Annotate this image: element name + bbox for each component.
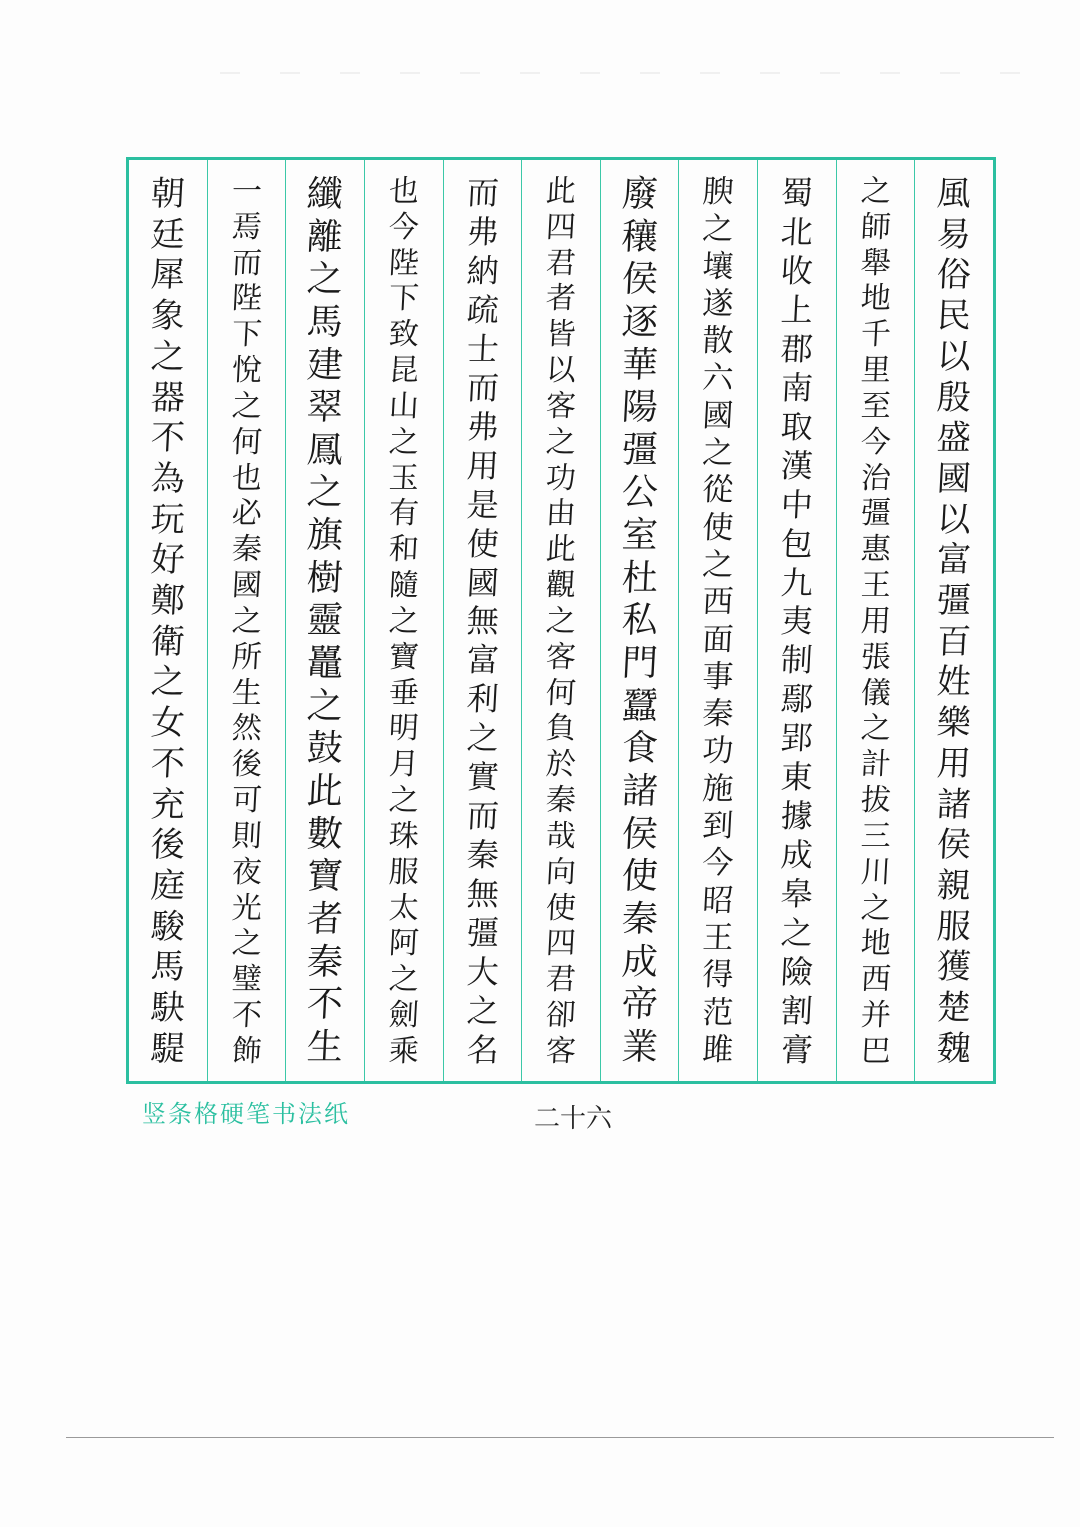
handwritten-character: 也 bbox=[230, 460, 263, 496]
handwritten-character: 之 bbox=[387, 783, 420, 819]
handwritten-character: 之 bbox=[305, 259, 345, 301]
handwritten-character: 好 bbox=[149, 540, 186, 581]
handwritten-character: 功 bbox=[701, 733, 735, 770]
text-column bbox=[914, 160, 993, 1081]
page-number: 二十六 bbox=[534, 1104, 613, 1134]
handwritten-character: 地 bbox=[859, 281, 892, 317]
handwritten-character: 蠶 bbox=[620, 685, 659, 727]
handwritten-character: 功 bbox=[545, 460, 577, 496]
handwritten-character: 夷 bbox=[779, 602, 814, 641]
handwritten-character: 膏 bbox=[779, 1030, 814, 1069]
handwritten-character: 之 bbox=[149, 662, 186, 703]
handwritten-character: 私 bbox=[620, 600, 659, 642]
handwritten-character: 王 bbox=[859, 568, 892, 604]
handwritten-character: 可 bbox=[230, 783, 263, 819]
handwritten-character: 張 bbox=[859, 639, 892, 675]
handwritten-character: 負 bbox=[545, 711, 577, 747]
handwritten-character: 秦 bbox=[620, 898, 659, 940]
handwritten-character: 漢 bbox=[779, 446, 814, 485]
handwritten-character: 千 bbox=[859, 317, 892, 353]
handwritten-character: 使 bbox=[701, 509, 735, 546]
handwritten-character: 月 bbox=[387, 747, 420, 783]
handwritten-character: 何 bbox=[545, 675, 577, 711]
handwritten-character: 之 bbox=[701, 546, 735, 583]
handwritten-character: 明 bbox=[387, 711, 420, 747]
handwritten-character: 之 bbox=[230, 926, 263, 962]
handwritten-character: 魏 bbox=[936, 1028, 973, 1069]
handwritten-character: 事 bbox=[701, 658, 735, 695]
handwritten-character: 客 bbox=[545, 639, 577, 675]
text-column bbox=[678, 160, 757, 1081]
handwritten-character: 弗 bbox=[465, 407, 500, 446]
handwritten-character: 數 bbox=[305, 813, 345, 855]
handwritten-character: 之 bbox=[230, 603, 263, 639]
handwritten-character: 門 bbox=[620, 643, 659, 685]
handwritten-character: 殷 bbox=[936, 377, 973, 418]
handwritten-character: 象 bbox=[149, 296, 186, 337]
handwritten-character: 得 bbox=[701, 957, 735, 994]
handwritten-character: 儀 bbox=[859, 675, 892, 711]
handwritten-character: 充 bbox=[149, 784, 186, 825]
handwritten-character: 惠 bbox=[859, 532, 892, 568]
handwritten-character: 以 bbox=[936, 499, 973, 540]
handwritten-character: 地 bbox=[859, 926, 892, 962]
handwritten-character: 彊 bbox=[859, 496, 892, 532]
handwritten-character: 致 bbox=[387, 317, 420, 353]
handwritten-character: 鼓 bbox=[305, 728, 345, 770]
handwritten-character: 包 bbox=[779, 524, 814, 563]
handwritten-character: 不 bbox=[149, 743, 186, 784]
handwritten-character: 六 bbox=[701, 360, 735, 397]
text-column bbox=[836, 160, 915, 1081]
handwritten-character: 然 bbox=[230, 711, 263, 747]
handwritten-character: 國 bbox=[701, 397, 735, 434]
handwritten-character: 必 bbox=[230, 496, 263, 532]
handwritten-character: 者 bbox=[305, 898, 345, 940]
handwritten-character: 使 bbox=[545, 890, 577, 926]
handwritten-character: 民 bbox=[936, 296, 973, 337]
handwritten-character: 之 bbox=[859, 890, 892, 926]
handwritten-character: 則 bbox=[230, 818, 263, 854]
handwritten-character: 之 bbox=[305, 685, 345, 727]
handwritten-character: 百 bbox=[936, 621, 973, 662]
handwritten-character: 無 bbox=[465, 875, 500, 914]
handwritten-character: 成 bbox=[779, 836, 814, 875]
handwritten-character: 舉 bbox=[859, 245, 892, 281]
handwritten-character: 華 bbox=[620, 344, 659, 386]
handwritten-character: 弗 bbox=[465, 212, 500, 251]
handwritten-character: 而 bbox=[230, 245, 263, 281]
text-column bbox=[443, 160, 522, 1081]
bottom-rule bbox=[66, 1437, 1054, 1438]
handwritten-character: 用 bbox=[936, 743, 973, 784]
handwritten-character: 駿 bbox=[149, 906, 186, 947]
handwritten-character: 此 bbox=[545, 532, 577, 568]
handwritten-character: 皆 bbox=[545, 317, 577, 353]
handwritten-character: 彊 bbox=[465, 914, 500, 953]
handwritten-character: 西 bbox=[859, 962, 892, 998]
handwritten-character: 服 bbox=[387, 854, 420, 890]
handwritten-character: 疏 bbox=[465, 290, 500, 329]
handwritten-character: 風 bbox=[936, 174, 973, 214]
handwritten-character: 取 bbox=[779, 407, 814, 446]
handwritten-character: 向 bbox=[545, 854, 577, 890]
handwritten-character: 光 bbox=[230, 890, 263, 926]
handwritten-character: 璧 bbox=[230, 962, 263, 998]
text-column bbox=[521, 160, 600, 1081]
handwritten-character: 逐 bbox=[620, 301, 659, 343]
handwritten-character: 之 bbox=[230, 388, 263, 424]
handwritten-character: 陛 bbox=[230, 281, 263, 317]
handwritten-character: 犀 bbox=[149, 255, 186, 296]
handwritten-character: 馬 bbox=[149, 947, 186, 988]
handwritten-character: 今 bbox=[859, 424, 892, 460]
handwritten-character: 秦 bbox=[701, 696, 735, 733]
handwritten-character: 後 bbox=[149, 825, 186, 866]
handwritten-character: 客 bbox=[545, 388, 577, 424]
handwritten-character: 施 bbox=[701, 770, 735, 807]
text-column bbox=[364, 160, 443, 1081]
handwritten-character: 客 bbox=[545, 1033, 577, 1069]
handwritten-character: 國 bbox=[465, 563, 500, 602]
handwritten-character: 三 bbox=[859, 818, 892, 854]
handwritten-character: 阿 bbox=[387, 926, 420, 962]
handwritten-character: 寶 bbox=[305, 856, 345, 898]
handwritten-character: 玉 bbox=[387, 460, 420, 496]
handwritten-character: 珠 bbox=[387, 818, 420, 854]
handwritten-character: 此 bbox=[545, 174, 577, 209]
handwritten-character: 帝 bbox=[620, 984, 659, 1026]
handwritten-character: 至 bbox=[859, 388, 892, 424]
handwritten-character: 四 bbox=[545, 209, 577, 245]
handwritten-character: 廷 bbox=[149, 214, 186, 255]
handwritten-character: 到 bbox=[701, 808, 735, 845]
handwritten-character: 南 bbox=[779, 368, 814, 407]
handwritten-character: 之 bbox=[387, 424, 420, 460]
handwritten-character: 焉 bbox=[230, 209, 263, 245]
handwritten-character: 范 bbox=[701, 994, 735, 1031]
handwritten-character: 之 bbox=[545, 424, 577, 460]
handwritten-character: 悅 bbox=[230, 353, 263, 389]
handwritten-character: 鄭 bbox=[149, 581, 186, 622]
handwritten-character: 之 bbox=[387, 962, 420, 998]
text-column bbox=[757, 160, 836, 1081]
handwritten-character: 制 bbox=[779, 641, 814, 680]
handwritten-character: 壤 bbox=[701, 248, 735, 285]
handwritten-character: 靈 bbox=[305, 600, 345, 642]
handwritten-character: 士 bbox=[465, 329, 500, 368]
handwritten-character: 劍 bbox=[387, 998, 420, 1034]
handwritten-character: 俗 bbox=[936, 255, 973, 296]
handwritten-character: 而 bbox=[465, 797, 500, 836]
handwritten-character: 而 bbox=[465, 174, 500, 212]
handwritten-character: 朝 bbox=[149, 174, 186, 214]
handwritten-character: 公 bbox=[620, 472, 659, 514]
vertical-grid-frame bbox=[126, 157, 996, 1084]
handwritten-character: 遂 bbox=[701, 285, 735, 322]
handwritten-character: 今 bbox=[701, 845, 735, 882]
handwritten-character: 國 bbox=[936, 458, 973, 499]
handwritten-character: 夜 bbox=[230, 854, 263, 890]
handwritten-character: 拔 bbox=[859, 783, 892, 819]
handwritten-character: 之 bbox=[545, 603, 577, 639]
handwritten-character: 姓 bbox=[936, 662, 973, 703]
handwritten-character: 杜 bbox=[620, 557, 659, 599]
handwritten-character: 一 bbox=[230, 174, 263, 209]
handwritten-character: 北 bbox=[779, 212, 814, 251]
handwritten-character: 侯 bbox=[936, 825, 973, 866]
handwritten-character: 富 bbox=[465, 641, 500, 680]
handwritten-character: 衛 bbox=[149, 621, 186, 662]
handwritten-character: 庭 bbox=[149, 865, 186, 906]
handwritten-character: 陛 bbox=[387, 245, 420, 281]
handwritten-character: 西 bbox=[701, 584, 735, 621]
handwritten-character: 彊 bbox=[936, 581, 973, 622]
handwritten-character: 割 bbox=[779, 992, 814, 1031]
handwritten-character: 之 bbox=[701, 435, 735, 472]
handwritten-character: 之 bbox=[465, 992, 500, 1031]
handwritten-character: 東 bbox=[779, 758, 814, 797]
handwritten-character: 後 bbox=[230, 747, 263, 783]
handwritten-character: 九 bbox=[779, 563, 814, 602]
handwritten-character: 鼉 bbox=[305, 643, 345, 685]
handwritten-character: 蜀 bbox=[779, 174, 814, 212]
handwritten-character: 險 bbox=[779, 953, 814, 992]
handwritten-character: 面 bbox=[701, 621, 735, 658]
handwritten-character: 所 bbox=[230, 639, 263, 675]
handwritten-character: 名 bbox=[465, 1030, 500, 1069]
handwritten-character: 於 bbox=[545, 747, 577, 783]
handwritten-character: 翠 bbox=[305, 387, 345, 429]
handwritten-character: 以 bbox=[936, 336, 973, 377]
handwritten-character: 利 bbox=[465, 680, 500, 719]
text-column bbox=[285, 160, 364, 1081]
handwritten-character: 用 bbox=[859, 603, 892, 639]
handwritten-character: 納 bbox=[465, 251, 500, 290]
handwritten-character: 騠 bbox=[149, 1028, 186, 1069]
handwritten-character: 散 bbox=[701, 323, 735, 360]
handwritten-character: 昭 bbox=[701, 882, 735, 919]
handwritten-character: 侯 bbox=[620, 259, 659, 301]
handwritten-character: 收 bbox=[779, 251, 814, 290]
handwritten-character: 之 bbox=[779, 914, 814, 953]
handwritten-character: 室 bbox=[620, 515, 659, 557]
handwritten-character: 和 bbox=[387, 532, 420, 568]
handwritten-character: 不 bbox=[149, 418, 186, 459]
handwritten-character: 食 bbox=[620, 728, 659, 770]
handwritten-character: 四 bbox=[545, 926, 577, 962]
handwritten-character: 君 bbox=[545, 245, 577, 281]
handwritten-character: 垂 bbox=[387, 675, 420, 711]
handwritten-character: 從 bbox=[701, 472, 735, 509]
handwritten-character: 侯 bbox=[620, 813, 659, 855]
handwritten-character: 生 bbox=[305, 1026, 345, 1068]
paper-type-label: 竖条格硬笔书法纸 bbox=[142, 1100, 350, 1128]
handwritten-character: 纖 bbox=[305, 174, 345, 215]
handwritten-character: 下 bbox=[230, 317, 263, 353]
handwritten-character: 之 bbox=[859, 174, 892, 209]
handwritten-character: 諸 bbox=[620, 770, 659, 812]
handwritten-character: 易 bbox=[936, 214, 973, 255]
handwritten-character: 服 bbox=[936, 906, 973, 947]
handwritten-character: 郢 bbox=[779, 719, 814, 758]
handwritten-character: 腴 bbox=[701, 174, 735, 210]
text-column bbox=[207, 160, 286, 1081]
handwritten-character: 隨 bbox=[387, 568, 420, 604]
handwritten-character: 用 bbox=[465, 446, 500, 485]
handwritten-character: 巴 bbox=[859, 1033, 892, 1069]
handwritten-character: 由 bbox=[545, 496, 577, 532]
handwritten-character: 穰 bbox=[620, 216, 659, 258]
handwritten-character: 離 bbox=[305, 216, 345, 258]
handwritten-character: 國 bbox=[230, 568, 263, 604]
handwritten-character: 大 bbox=[465, 953, 500, 992]
handwritten-character: 旗 bbox=[305, 515, 345, 557]
handwritten-character: 彊 bbox=[620, 429, 659, 471]
handwritten-character: 中 bbox=[779, 485, 814, 524]
handwritten-character: 下 bbox=[387, 281, 420, 317]
handwritten-character: 秦 bbox=[305, 941, 345, 983]
handwritten-character: 樹 bbox=[305, 557, 345, 599]
handwritten-character: 生 bbox=[230, 675, 263, 711]
text-column bbox=[600, 160, 679, 1081]
handwritten-character: 皋 bbox=[779, 875, 814, 914]
handwritten-character: 使 bbox=[620, 856, 659, 898]
handwritten-character: 之 bbox=[305, 472, 345, 514]
handwritten-character: 陽 bbox=[620, 387, 659, 429]
handwritten-character: 女 bbox=[149, 703, 186, 744]
handwritten-character: 卻 bbox=[545, 998, 577, 1034]
handwritten-character: 不 bbox=[230, 998, 263, 1034]
handwritten-character: 也 bbox=[387, 174, 420, 209]
handwritten-character: 樂 bbox=[936, 703, 973, 744]
handwritten-character: 玩 bbox=[149, 499, 186, 540]
handwritten-character: 昆 bbox=[387, 353, 420, 389]
handwritten-character: 王 bbox=[701, 919, 735, 956]
handwritten-character: 里 bbox=[859, 353, 892, 389]
handwritten-character: 不 bbox=[305, 984, 345, 1026]
handwritten-character: 今 bbox=[387, 209, 420, 245]
handwritten-character: 寶 bbox=[387, 639, 420, 675]
handwritten-character: 有 bbox=[387, 496, 420, 532]
handwritten-character: 廢 bbox=[620, 174, 659, 215]
handwritten-character: 業 bbox=[620, 1026, 659, 1068]
handwritten-character: 乘 bbox=[387, 1033, 420, 1069]
handwritten-character: 秦 bbox=[465, 836, 500, 875]
handwritten-character: 者 bbox=[545, 281, 577, 317]
handwritten-character: 山 bbox=[387, 388, 420, 424]
handwritten-character: 之 bbox=[465, 719, 500, 758]
handwritten-character: 據 bbox=[779, 797, 814, 836]
handwritten-character: 楚 bbox=[936, 988, 973, 1029]
scan-speckle bbox=[220, 72, 1040, 74]
handwritten-character: 富 bbox=[936, 540, 973, 581]
handwritten-character: 秦 bbox=[230, 532, 263, 568]
handwritten-character: 實 bbox=[465, 758, 500, 797]
handwritten-character: 建 bbox=[305, 344, 345, 386]
handwritten-character: 哉 bbox=[545, 818, 577, 854]
handwritten-character: 上 bbox=[779, 290, 814, 329]
handwritten-character: 之 bbox=[387, 603, 420, 639]
handwritten-character: 之 bbox=[701, 211, 735, 248]
handwritten-character: 觀 bbox=[545, 568, 577, 604]
handwritten-character: 親 bbox=[936, 865, 973, 906]
handwritten-character: 太 bbox=[387, 890, 420, 926]
handwritten-character: 盛 bbox=[936, 418, 973, 459]
handwritten-character: 計 bbox=[859, 747, 892, 783]
handwritten-character: 獲 bbox=[936, 947, 973, 988]
handwritten-character: 何 bbox=[230, 424, 263, 460]
handwritten-character: 使 bbox=[465, 524, 500, 563]
handwritten-character: 無 bbox=[465, 602, 500, 641]
handwritten-character: 之 bbox=[149, 336, 186, 377]
handwritten-character: 治 bbox=[859, 460, 892, 496]
handwritten-character: 郡 bbox=[779, 329, 814, 368]
handwritten-character: 鳳 bbox=[305, 429, 345, 471]
handwritten-character: 成 bbox=[620, 941, 659, 983]
handwritten-character: 雎 bbox=[701, 1031, 735, 1068]
handwritten-character: 秦 bbox=[545, 783, 577, 819]
handwritten-character: 器 bbox=[149, 377, 186, 418]
handwritten-character: 駃 bbox=[149, 988, 186, 1029]
handwritten-character: 為 bbox=[149, 458, 186, 499]
handwritten-character: 鄢 bbox=[779, 680, 814, 719]
handwritten-character: 以 bbox=[545, 353, 577, 389]
handwritten-character: 師 bbox=[859, 209, 892, 245]
handwritten-character: 之 bbox=[859, 711, 892, 747]
handwritten-character: 馬 bbox=[305, 301, 345, 343]
handwritten-character: 而 bbox=[465, 368, 500, 407]
text-column bbox=[129, 160, 207, 1081]
handwritten-character: 川 bbox=[859, 854, 892, 890]
handwritten-character: 飾 bbox=[230, 1033, 263, 1069]
handwritten-character: 是 bbox=[465, 485, 500, 524]
handwritten-character: 此 bbox=[305, 770, 345, 812]
handwritten-character: 并 bbox=[859, 998, 892, 1034]
handwritten-character: 諸 bbox=[936, 784, 973, 825]
handwritten-character: 君 bbox=[545, 962, 577, 998]
